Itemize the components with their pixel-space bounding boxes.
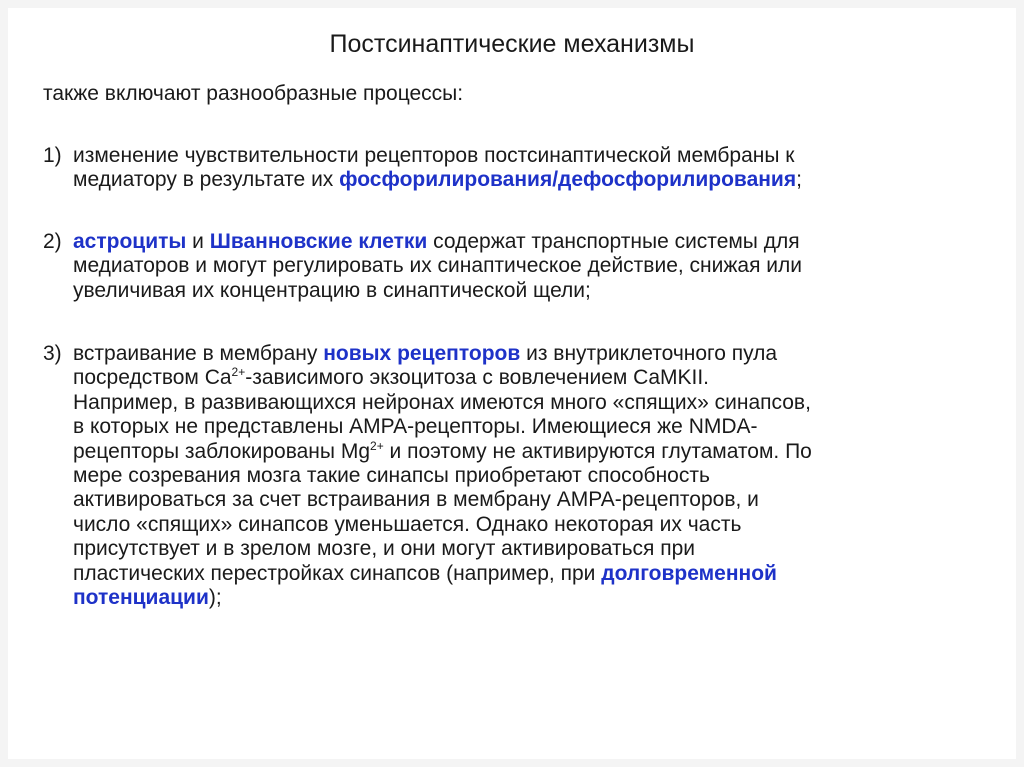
keyword-phosphorylation: фосфорилирования/дефосфорилирования bbox=[339, 168, 797, 192]
text-line bbox=[73, 391, 993, 415]
keyword-long-term: долговременной bbox=[601, 561, 777, 585]
keyword-schwann-cells: Шванновские клетки bbox=[209, 230, 428, 253]
text-run: присутствует и в зрелом мозге, и они могут активироваться при bbox=[73, 537, 696, 561]
item-text bbox=[73, 230, 993, 303]
text-run: Например, в развивающихся нейронах имеются много «спящих» синапсов, bbox=[73, 390, 811, 414]
text-run: активироваться за счет встраивания в мембрану AMPA-рецепторов, и bbox=[73, 488, 759, 512]
keyword-potentiation: потенциации bbox=[73, 586, 209, 610]
keyword-new-receptors: новых рецепторов bbox=[323, 342, 521, 365]
text-line bbox=[73, 440, 993, 464]
intro-text: также включают разнообразные процессы: bbox=[43, 82, 464, 105]
text-line bbox=[73, 488, 993, 512]
text-run: число «спящих» синапсов уменьшается. Однако некоторая их часть bbox=[73, 512, 742, 536]
text-line bbox=[73, 342, 993, 366]
item-text bbox=[73, 342, 993, 610]
text-run: и поэтому не активируются глутаматом. По bbox=[383, 439, 812, 463]
text-run: ; bbox=[796, 168, 802, 192]
item-text bbox=[73, 144, 993, 193]
text-run: в которых не представлены AMPA-рецепторы. Имеющиеся же NMDA- bbox=[73, 415, 758, 439]
text-run: увеличивая их концентрацию в синаптической щели; bbox=[73, 278, 591, 302]
text-line bbox=[73, 586, 993, 610]
text-line bbox=[73, 254, 993, 278]
superscript-charge: 2+ bbox=[231, 365, 246, 380]
text-run: содержат транспортные системы для bbox=[427, 230, 800, 253]
text-run: мере созревания мозга такие синапсы приобретают способность bbox=[73, 464, 710, 488]
text-line bbox=[73, 415, 993, 439]
text-line bbox=[73, 230, 993, 254]
text-line bbox=[73, 366, 993, 390]
text-line bbox=[73, 279, 993, 303]
text-run: пластических перестройках синапсов (например, при bbox=[73, 561, 602, 585]
list-item-1 bbox=[43, 144, 993, 193]
item-number: 2) bbox=[43, 230, 62, 253]
text-run: встраивание в мембрану bbox=[73, 342, 324, 365]
text-run: медиаторов и могут регулировать их синаптическое действие, снижая или bbox=[73, 254, 803, 278]
list-item-3 bbox=[43, 342, 993, 610]
text-line bbox=[73, 537, 993, 561]
text-run: изменение чувствительности рецепторов постсинаптической мембраны к bbox=[73, 144, 795, 167]
text-line bbox=[73, 144, 993, 168]
text-run: -зависимого экзоцитоза с вовлечением CaMKII. bbox=[245, 366, 710, 390]
text-line bbox=[73, 513, 993, 537]
item-number: 1) bbox=[43, 144, 62, 167]
list-item-2 bbox=[43, 230, 993, 303]
item-number: 3) bbox=[43, 342, 62, 365]
text-line bbox=[73, 168, 993, 192]
text-run: из внутриклеточного пула bbox=[520, 342, 778, 365]
text-run: медиатору в результате их bbox=[73, 168, 340, 192]
slide-title: Постсинаптические механизмы bbox=[329, 30, 695, 58]
text-run: и bbox=[186, 230, 210, 253]
text-line bbox=[73, 464, 993, 488]
keyword-astrocytes: астроциты bbox=[73, 230, 187, 253]
text-run: посредством Ca bbox=[73, 366, 232, 390]
text-run: рецепторы заблокированы Mg bbox=[73, 439, 371, 463]
text-run: ); bbox=[208, 586, 222, 610]
text-line bbox=[73, 562, 993, 586]
superscript-charge: 2+ bbox=[370, 438, 384, 453]
